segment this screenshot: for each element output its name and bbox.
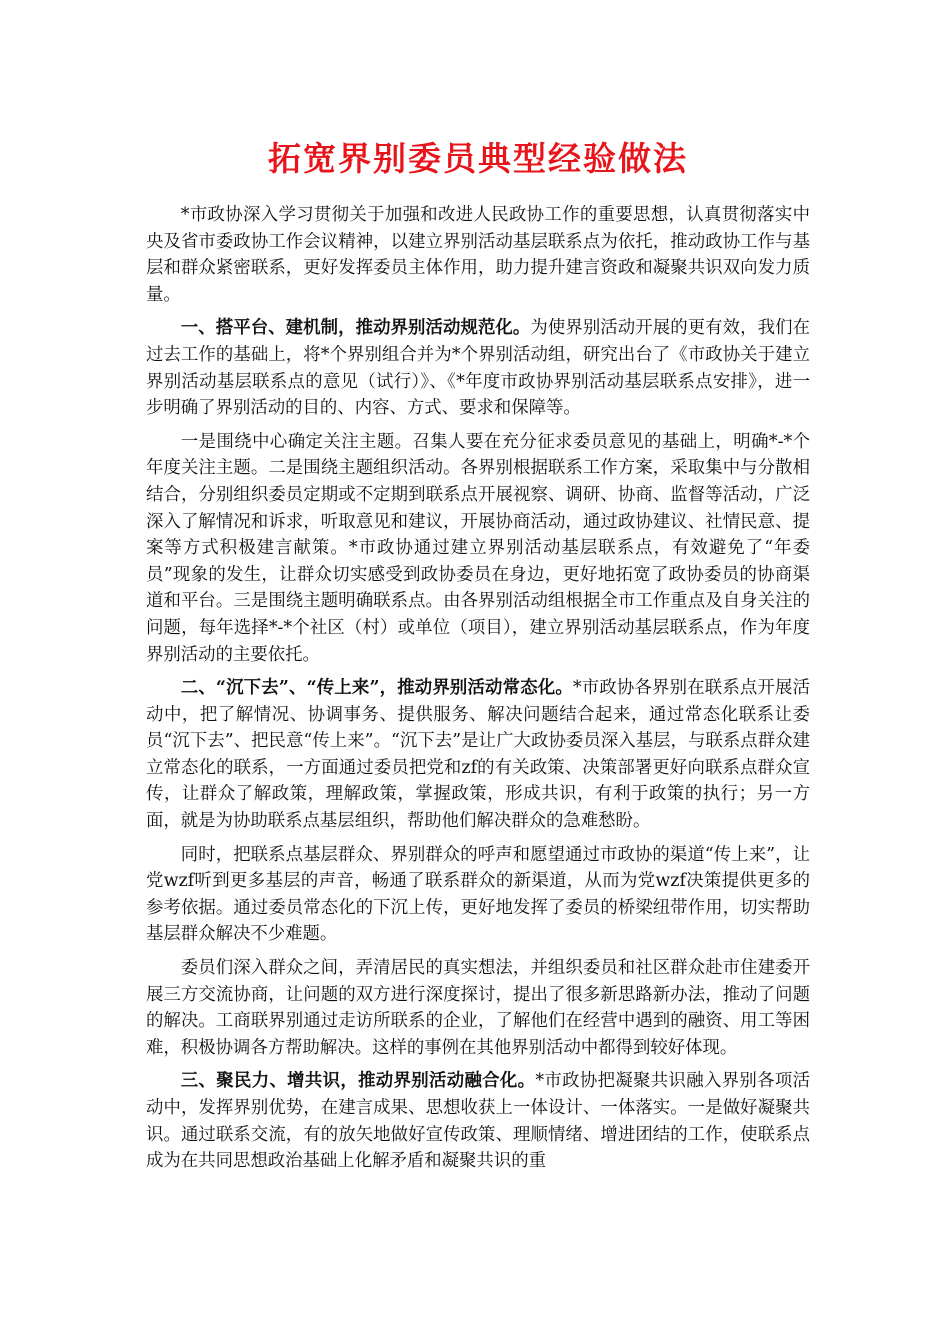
document-title: 拓宽界别委员典型经验做法 xyxy=(268,139,688,178)
paragraph-text: *市政协深入学习贯彻关于加强和改进人民政协工作的重要思想，认真贯彻落实中央及省市委政协工作会议精神，以建立界别活动基层联系点为依托，推动政协工作与基层和群众紧密联系，更好发挥委员主体作用，助力提升建言资政和凝聚共识双向发力质量。 xyxy=(146,205,810,305)
paragraph-intro xyxy=(146,202,810,308)
section-heading: 二、“沉下去”、“传上来”，推动界别活动常态化。 xyxy=(180,678,573,699)
paragraph-text: *市政协各界别在联系点开展活动中，把了解情况、协调事务、提供服务、解决问题结合起来，通过常态化联系让委员“沉下去”、把民意“传上来”。“沉下去”是让广大政协委员深入基层，与联系点群众建立常态化的联系，一方面通过委员把党和zf的有关政策、决策部署更好向联系点群众宣传，让群众了解政策，理解政策，掌握政策，形成共识，有利于政策的执行；另一方面，就是为协助联系点基层组织，帮助他们解决群众的急难愁盼。 xyxy=(146,678,810,832)
paragraph-section-1-detail xyxy=(146,429,810,668)
paragraph-section-2-detail-a xyxy=(146,842,810,948)
paragraph-text: 一是围绕中心确定关注主题。召集人要在充分征求委员意见的基础上，明确*-*个年度关注主题。二是围绕主题组织活动。各界别根据联系工作方案，采取集中与分散相结合，分别组织委员定期或不定期到联系点开展视察、调研、协商、监督等活动，广泛深入了解情况和诉求，听取意见和建议，开展协商活动，通过政协建议、社情民意、提案等方式积极建言献策。*市政协通过建立界别活动基层联系点，有效避免了“年委员”现象的发生，让群众切实感受到政协委员在身边，更好地拓宽了政协委员的协商渠道和平台。三是围绕主题明确联系点。由各界别活动组根据全市工作重点及自身关注的问题，每年选择*-*个社区（村）或单位（项目），建立界别活动基层联系点，作为年度界别活动的主要依托。 xyxy=(146,431,810,665)
paragraph-section-3 xyxy=(146,1068,810,1174)
section-heading: 三、聚民力、增共识，推动界别活动融合化。 xyxy=(180,1071,536,1092)
paragraph-text: *市政协把凝聚共识融入界别各项活动中，发挥界别优势，在建言成果、思想收获上一体设计、一体落实。一是做好凝聚共识。通过联系交流，有的放矢地做好宣传政策、理顺情绪、增进团结的工作，使联系点成为在共同思想政治基础上化解矛盾和凝聚共识的重 xyxy=(146,1071,810,1172)
paragraph-section-2-detail-b xyxy=(146,955,810,1061)
paragraph-text: 委员们深入群众之间，弄清居民的真实想法，并组织委员和社区群众赴市住建委开展三方交流协商，让问题的双方进行深度探讨，提出了很多新思路新办法，推动了问题的解决。工商联界别通过走访所联系的企业，了解他们在经营中遇到的融资、用工等困难，积极协调各方帮助解决。这样的事例在其他界别活动中都得到较好体现。 xyxy=(146,958,810,1058)
paragraph-section-1 xyxy=(146,315,810,421)
paragraph-text: 同时，把联系点基层群众、界别群众的呼声和愿望通过市政协的渠道“传上来”，让党wzf听到更多基层的声音，畅通了联系群众的新渠道，从而为党wzf决策提供更多的参考依据。通过委员常态化的下沉上传，更好地发挥了委员的桥梁纽带作用，切实帮助基层群众解决不少难题。 xyxy=(146,844,810,945)
paragraph-text: 为使界别活动开展的更有效，我们在过去工作的基础上，将*个界别组合并为*个界别活动组，研究出台了《市政协关于建立界别活动基层联系点的意见（试行）》、《*年度市政协界别活动基层联系点安排》，进一步明确了界别活动的目的、内容、方式、要求和保障等。 xyxy=(146,318,810,419)
paragraph-section-2 xyxy=(146,675,810,835)
section-heading: 一、搭平台、建机制，推动界别活动规范化。 xyxy=(180,318,531,339)
